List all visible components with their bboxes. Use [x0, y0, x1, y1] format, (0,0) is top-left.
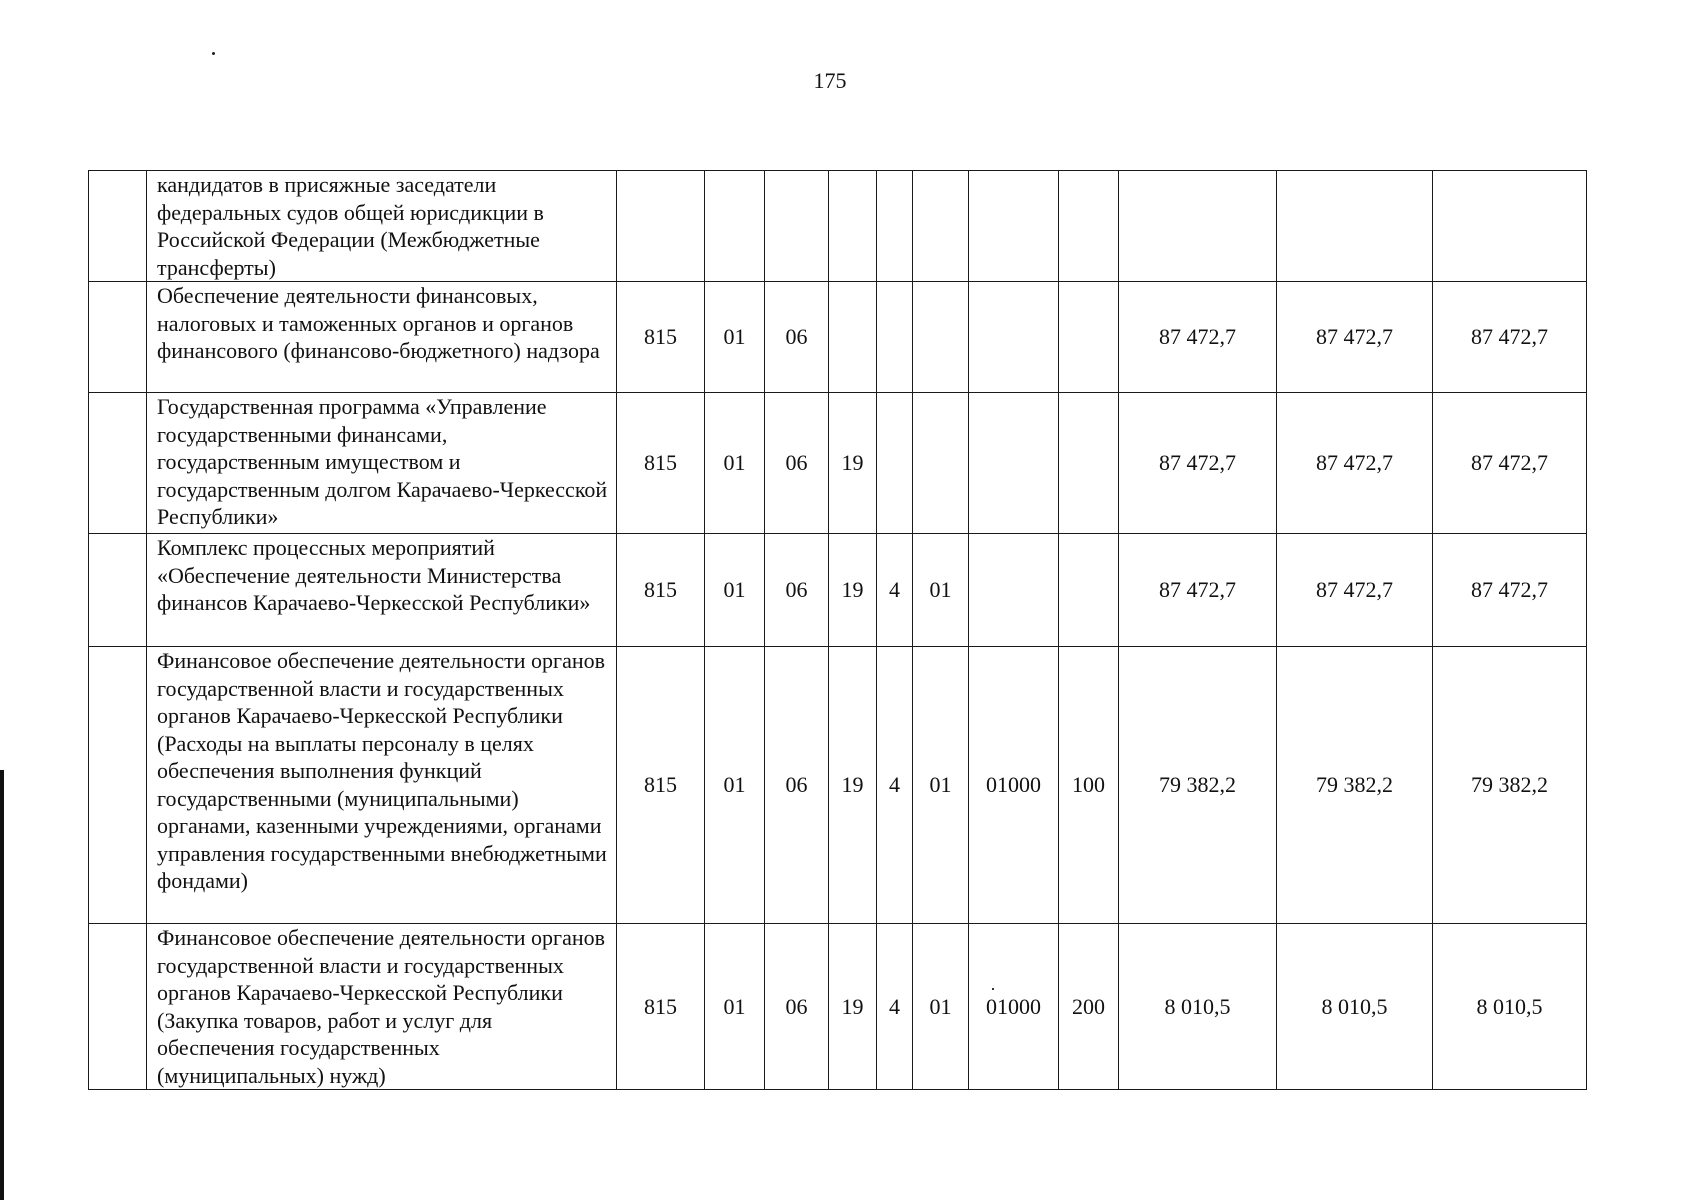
cell-amount-2: 87 472,7 [1277, 393, 1433, 534]
cell-amount-1 [1119, 171, 1277, 282]
scan-speck [992, 988, 994, 990]
row-number-cell [89, 534, 147, 647]
cell-expense-type [1059, 282, 1119, 393]
cell-amount-2: 8 010,5 [1277, 924, 1433, 1090]
cell-subprogram [913, 393, 969, 534]
cell-program-type: 4 [877, 924, 913, 1090]
cell-subsection: 06 [765, 924, 829, 1090]
cell-subprogram: 01 [913, 924, 969, 1090]
cell-expense-type [1059, 171, 1119, 282]
cell-program [829, 171, 877, 282]
cell-expense-type [1059, 393, 1119, 534]
cell-section: 01 [705, 393, 765, 534]
cell-subsection: 06 [765, 282, 829, 393]
cell-subsection: 06 [765, 534, 829, 647]
cell-ministry-code: 815 [617, 924, 705, 1090]
cell-subprogram: 01 [913, 534, 969, 647]
cell-subprogram [913, 282, 969, 393]
cell-program-type [877, 171, 913, 282]
table-row [89, 924, 1587, 1090]
cell-direction [969, 534, 1059, 647]
cell-section: 01 [705, 534, 765, 647]
cell-direction [969, 282, 1059, 393]
table-row [89, 171, 1587, 282]
cell-direction [969, 393, 1059, 534]
cell-amount-3: 8 010,5 [1433, 924, 1587, 1090]
cell-amount-3: 87 472,7 [1433, 534, 1587, 647]
cell-subsection: 06 [765, 393, 829, 534]
cell-amount-1: 8 010,5 [1119, 924, 1277, 1090]
cell-ministry-code: 815 [617, 647, 705, 924]
cell-amount-3: 87 472,7 [1433, 393, 1587, 534]
cell-program-type [877, 282, 913, 393]
cell-amount-3 [1433, 171, 1587, 282]
cell-program: 19 [829, 534, 877, 647]
cell-amount-1: 87 472,7 [1119, 282, 1277, 393]
cell-program-type: 4 [877, 647, 913, 924]
cell-direction: 01000 [969, 647, 1059, 924]
row-name: Финансовое обеспечение деятельности органов государственной власти и государственных органов Карачаево-Черкесской Республики (Расходы на выплаты персоналу в целях обеспечения выполнения функций государственными (муниципальными) органами, казенными учреждениями, органами управления государственными внебюджетными фондами) [147, 647, 617, 924]
table-row [89, 647, 1587, 924]
cell-section: 01 [705, 647, 765, 924]
scan-edge-shadow [0, 770, 4, 1200]
cell-program [829, 282, 877, 393]
row-name: Комплекс процессных мероприятий «Обеспечение деятельности Министерства финансов Карачаево-Черкесской Республики» [147, 534, 617, 647]
cell-subprogram: 01 [913, 647, 969, 924]
cell-program: 19 [829, 924, 877, 1090]
row-name: кандидатов в присяжные заседатели федеральных судов общей юрисдикции в Российской Федерации (Межбюджетные трансферты) [147, 171, 617, 282]
cell-subsection: 06 [765, 647, 829, 924]
cell-amount-2 [1277, 171, 1433, 282]
cell-amount-1: 87 472,7 [1119, 393, 1277, 534]
cell-expense-type [1059, 534, 1119, 647]
cell-section: 01 [705, 282, 765, 393]
cell-ministry-code: 815 [617, 393, 705, 534]
scan-speck [212, 52, 215, 55]
cell-section [705, 171, 765, 282]
cell-amount-2: 79 382,2 [1277, 647, 1433, 924]
cell-subsection [765, 171, 829, 282]
cell-amount-1: 87 472,7 [1119, 534, 1277, 647]
row-number-cell [89, 393, 147, 534]
cell-amount-3: 79 382,2 [1433, 647, 1587, 924]
table-row [89, 534, 1587, 647]
cell-direction: 01000 [969, 924, 1059, 1090]
row-name: Обеспечение деятельности финансовых, налоговых и таможенных органов и органов финансового (финансово-бюджетного) надзора [147, 282, 617, 393]
cell-amount-1: 79 382,2 [1119, 647, 1277, 924]
table-row [89, 393, 1587, 534]
row-number-cell [89, 647, 147, 924]
cell-program: 19 [829, 393, 877, 534]
cell-subprogram [913, 171, 969, 282]
cell-amount-2: 87 472,7 [1277, 282, 1433, 393]
cell-expense-type: 100 [1059, 647, 1119, 924]
cell-amount-3: 87 472,7 [1433, 282, 1587, 393]
cell-ministry-code: 815 [617, 534, 705, 647]
row-name: Финансовое обеспечение деятельности органов государственной власти и государственных органов Карачаево-Черкесской Республики (Закупка товаров, работ и услуг для обеспечения государственных (муниципальных) нужд) [147, 924, 617, 1090]
cell-section: 01 [705, 924, 765, 1090]
row-number-cell [89, 171, 147, 282]
cell-direction [969, 171, 1059, 282]
page-number: 175 [813, 68, 847, 93]
cell-amount-2: 87 472,7 [1277, 534, 1433, 647]
row-number-cell [89, 924, 147, 1090]
cell-program: 19 [829, 647, 877, 924]
table-row [89, 282, 1587, 393]
cell-ministry-code [617, 171, 705, 282]
cell-program-type: 4 [877, 534, 913, 647]
budget-table [88, 170, 1587, 1090]
row-number-cell [89, 282, 147, 393]
cell-program-type [877, 393, 913, 534]
row-name: Государственная программа «Управление государственными финансами, государственным имуществом и государственным долгом Карачаево-Черкесской Республики» [147, 393, 617, 534]
cell-expense-type: 200 [1059, 924, 1119, 1090]
cell-ministry-code: 815 [617, 282, 705, 393]
